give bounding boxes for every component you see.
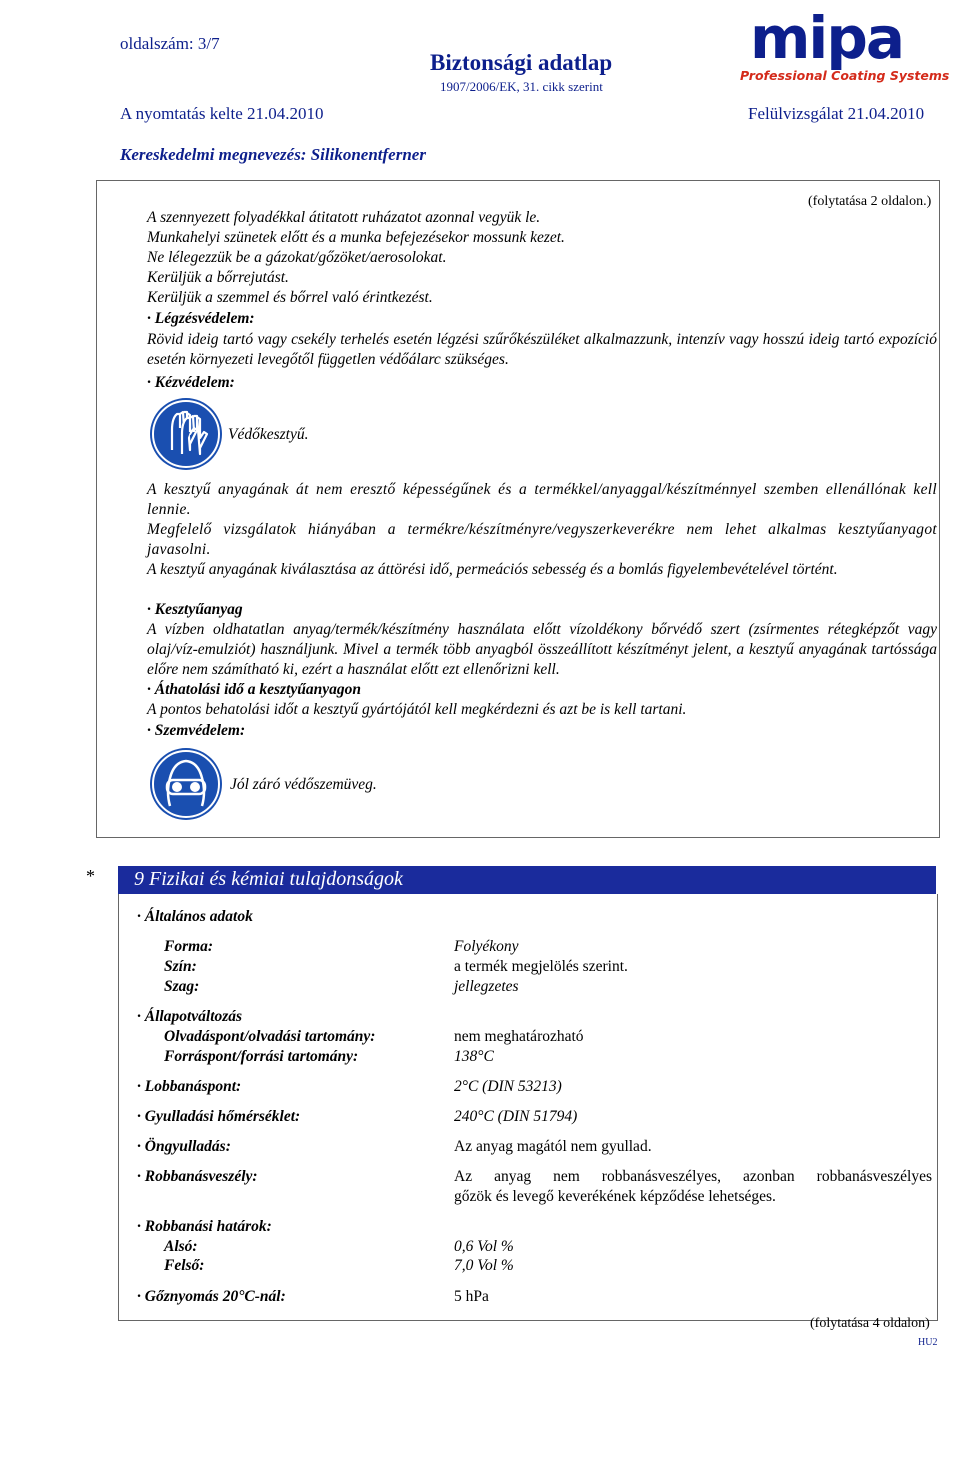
respiratory-text: Rövid ideig tartó vagy csekély terhelés esetén légzési szűrőkészüléket alkalmazzunk, intenzív vagy hosszú ideig tartó expozíció esetén környezeti levegőtől független védőálarc szükséges. xyxy=(147,331,937,368)
hygiene-line: Munkahelyi szünetek előtt és a munka befejezésekor mossunk kezet. xyxy=(147,229,565,246)
hygiene-line: A szennyezett folyadékkal átitatott ruházatot azonnal vegyük le. xyxy=(147,209,541,226)
gloves-caption: Védőkesztyű. xyxy=(228,426,309,443)
glove-material-heading: · Kesztyűanyag xyxy=(147,600,937,620)
form-value: Folyékony xyxy=(454,938,519,955)
odor-value: jellegzetes xyxy=(454,978,519,995)
melting-value: nem meghatározható xyxy=(454,1028,584,1045)
explosion-hazard-value: Az anyag nem robbanásveszélyes, azonban robbanásveszélyes xyxy=(454,1168,932,1185)
goggles-icon xyxy=(150,748,222,820)
goggles-caption: Jól záró védőszemüveg. xyxy=(230,776,377,793)
flash-point-value: 2°C (DIN 53213) xyxy=(454,1078,562,1095)
explosion-limits-heading: · Robbanási határok: xyxy=(137,1218,272,1236)
glove-paragraph: A kesztyű anyagának át nem eresztő képességűnek és a termékkel/anyaggal/készítménnyel szemben ellenállónak kell lennie. xyxy=(147,481,937,518)
flash-point-label: · Lobbanáspont: xyxy=(137,1078,241,1096)
trade-name: Kereskedelmi megnevezés: Silikonentferner xyxy=(120,145,426,164)
page-number: oldalszám: 3/7 xyxy=(120,34,220,53)
glove-material-text: A vízben oldhatatlan anyag/termék/készítmény használata előtt vízoldékony bőrvédő szert (zsírmentes rétegképzőt vagy olaj/víz-emulziót) használjunk. Mivel a termék több anyagból összeállított készítményt jelent, a kesztyű anyagának tartóssága előre nem számítható ki, ezért a használat előtt ezt ellenőrizni kell. xyxy=(147,621,937,678)
boiling-value: 138°C xyxy=(454,1048,494,1065)
review-date: Felülvizsgálat 21.04.2010 xyxy=(748,104,925,123)
company-logo xyxy=(740,4,950,92)
explosion-hazard-label: · Robbanásveszély: xyxy=(137,1168,258,1186)
boiling-label: Forráspont/forrási tartomány: xyxy=(164,1048,359,1065)
glove-paragraph: Megfelelő vizsgálatok hiányában a termékre/készítményre/vegyszerkeverékre nem lehet alkalmas kesztyűanyagot javasolni. xyxy=(147,521,937,558)
lower-limit-value: 0,6 Vol % xyxy=(454,1238,514,1255)
vapor-pressure-value: 5 hPa xyxy=(454,1288,489,1305)
color-label: Szín: xyxy=(164,958,197,975)
vapor-pressure-label: · Gőznyomás 20°C-nál: xyxy=(137,1288,286,1306)
logo-wordmark: mipa xyxy=(750,4,903,72)
print-date: A nyomtatás kelte 21.04.2010 xyxy=(120,104,324,123)
section-9-header-bar xyxy=(118,866,936,894)
general-data-heading: · Általános adatok xyxy=(137,908,253,926)
lower-limit-label: Alsó: xyxy=(164,1238,198,1255)
self-ignition-value: Az anyag magától nem gyullad. xyxy=(454,1138,652,1155)
continuation-note: (folytatása 2 oldalon.) xyxy=(808,194,932,209)
self-ignition-label: · Öngyulladás: xyxy=(137,1138,231,1156)
eye-protection-heading: · Szemvédelem: xyxy=(147,721,937,741)
color-value: a termék megjelölés szerint. xyxy=(454,958,628,975)
ignition-temp-value: 240°C (DIN 51794) xyxy=(454,1108,578,1125)
melting-label: Olvadáspont/olvadási tartomány: xyxy=(164,1028,376,1045)
gloves-icon xyxy=(150,398,222,470)
section-9-title: 9 Fizikai és kémiai tulajdonságok xyxy=(134,868,403,890)
form-label: Forma: xyxy=(164,938,214,955)
continuation-next-page: (folytatása 4 oldalon) xyxy=(810,1316,930,1331)
upper-limit-value: 7,0 Vol % xyxy=(454,1257,514,1274)
ignition-temp-label: · Gyulladási hőmérséklet: xyxy=(137,1108,300,1126)
hygiene-line: Kerüljük a szemmel és bőrrel való érintkezést. xyxy=(147,289,433,306)
odor-label: Szag: xyxy=(164,978,200,995)
hand-protection-heading: · Kézvédelem: xyxy=(147,373,937,393)
penetration-heading: · Áthatolási idő a kesztyűanyagon xyxy=(147,680,937,700)
language-code: HU2 xyxy=(918,1337,938,1348)
upper-limit-label: Felső: xyxy=(164,1257,205,1274)
document-subtitle: 1907/2006/EK, 31. cikk szerint xyxy=(440,79,603,94)
glove-paragraph: A kesztyű anyagának kiválasztása az áttörési idő, permeációs sebesség és a bomlás figyelembevételével történt. xyxy=(147,561,838,578)
change-marker: * xyxy=(86,866,95,886)
explosion-hazard-value: gőzök és levegő keverékének képződése lehetséges. xyxy=(454,1188,776,1205)
logo-tagline: Professional Coating Systems xyxy=(740,68,950,83)
state-change-heading: · Állapotváltozás xyxy=(137,1008,242,1026)
hygiene-line: Kerüljük a bőrrejutást. xyxy=(147,269,289,286)
respiratory-heading: · Légzésvédelem: xyxy=(147,309,937,329)
hygiene-line: Ne lélegezzük be a gázokat/gőzöket/aerosolokat. xyxy=(147,249,447,266)
penetration-text: A pontos behatolási időt a kesztyű gyártójától kell megkérdezni és azt be is kell tartani. xyxy=(147,701,687,718)
document-title: Biztonsági adatlap xyxy=(430,50,613,75)
